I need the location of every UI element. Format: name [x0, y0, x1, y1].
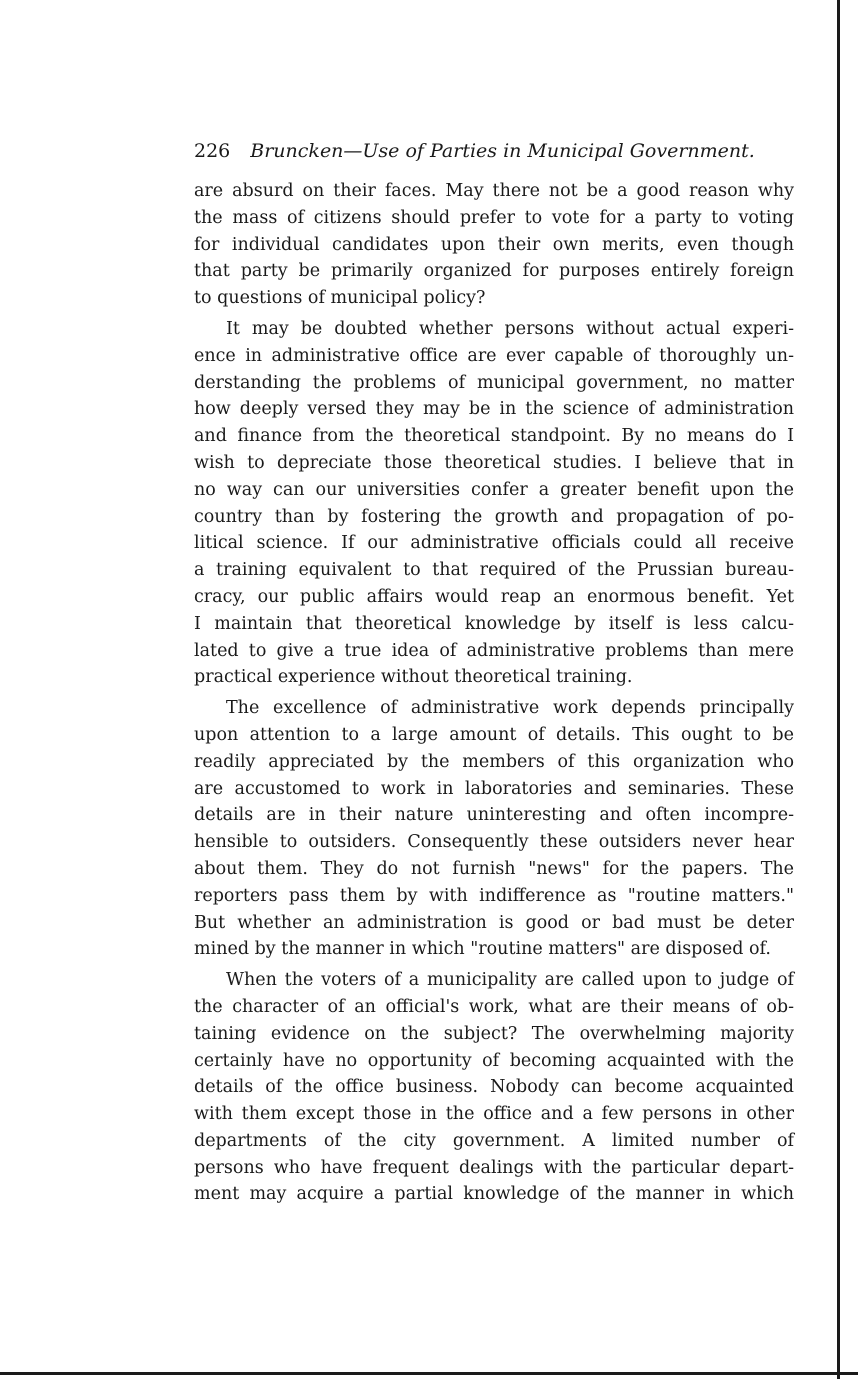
text-line: cracy, our public affairs would reap an enormous benefit. Yet: [194, 586, 794, 607]
text-line: reporters pass them by with indifference as "routine matters.": [194, 885, 794, 906]
page-edge-bottom: [0, 1372, 858, 1375]
text-line: ence in administrative office are ever capable of thoroughly un-: [194, 345, 794, 366]
text-line: country than by fostering the growth and propagation of po-: [194, 506, 794, 527]
text-line: lated to give a true idea of administrative problems than mere: [194, 640, 794, 661]
text-line: for individual candidates upon their own merits, even though: [194, 234, 794, 255]
running-title: Bruncken—Use of Parties in Municipal Government.: [250, 140, 755, 162]
text-block: [194, 136, 794, 1212]
text-line: are accustomed to work in laboratories and seminaries. These: [194, 778, 794, 799]
text-line: details of the office business. Nobody can become acquainted: [194, 1077, 794, 1098]
text-line: taining evidence on the subject? The overwhelming majority: [194, 1023, 794, 1044]
text-line: hensible to outsiders. Consequently these outsiders never hear: [194, 832, 794, 853]
text-line: a training equivalent to that required of the Prussian bureau-: [194, 560, 794, 581]
text-line: mined by the manner in which "routine matters" are disposed of.: [194, 939, 771, 960]
text-line: that party be primarily organized for purposes entirely foreign: [194, 261, 794, 282]
page-edge-right: [837, 0, 840, 1379]
text-line: persons who have frequent dealings with the particular depart-: [194, 1157, 794, 1178]
text-line: are absurd on their faces. May there not be a good reason why: [194, 181, 794, 201]
text-line: I maintain that theoretical knowledge by itself is less calcu-: [194, 613, 794, 634]
paragraph-3: [194, 695, 794, 963]
page-number: 226: [194, 140, 231, 162]
text-line: ment may acquire a partial knowledge of the manner in which: [194, 1184, 794, 1205]
text-line: When the voters of a municipality are called upon to judge of: [226, 970, 794, 991]
text-line: details are in their nature uninteresting and often incompre-: [194, 805, 794, 826]
text-line: the mass of citizens should prefer to vote for a party to voting: [194, 207, 794, 228]
text-line: It may be doubted whether persons without actual experi-: [226, 318, 794, 339]
text-line: certainly have no opportunity of becoming acquainted with the: [194, 1050, 794, 1071]
text-line: derstanding the problems of municipal government, no matter: [194, 372, 794, 393]
text-line: wish to depreciate those theoretical studies. I believe that in: [194, 452, 794, 473]
text-line: litical science. If our administrative officials could all receive: [194, 533, 794, 554]
text-line: readily appreciated by the members of this organization who: [194, 751, 794, 772]
text-line: how deeply versed they may be in the science of administration: [194, 399, 794, 420]
text-line: with them except those in the office and a few persons in other: [194, 1104, 794, 1125]
text-line: no way can our universities confer a greater benefit upon the: [194, 479, 794, 500]
text-line: the character of an official's work, what are their means of ob-: [194, 996, 794, 1017]
text-line: departments of the city government. A limited number of: [194, 1130, 794, 1151]
text-line: to questions of municipal policy?: [194, 288, 486, 309]
paragraph-2: [194, 316, 794, 691]
running-head: [194, 136, 794, 166]
text-line: and finance from the theoretical standpoint. By no means do I: [194, 426, 794, 447]
paragraph-1: [194, 178, 794, 312]
text-line: The excellence of administrative work depends principally: [226, 698, 794, 719]
paragraph-4: [194, 967, 794, 1208]
text-line: about them. They do not furnish "news" for the papers. The: [194, 858, 794, 879]
text-line: But whether an administration is good or bad must be deter: [194, 912, 794, 933]
text-line: practical experience without theoretical training.: [194, 667, 633, 688]
text-line: upon attention to a large amount of details. This ought to be: [194, 724, 794, 745]
